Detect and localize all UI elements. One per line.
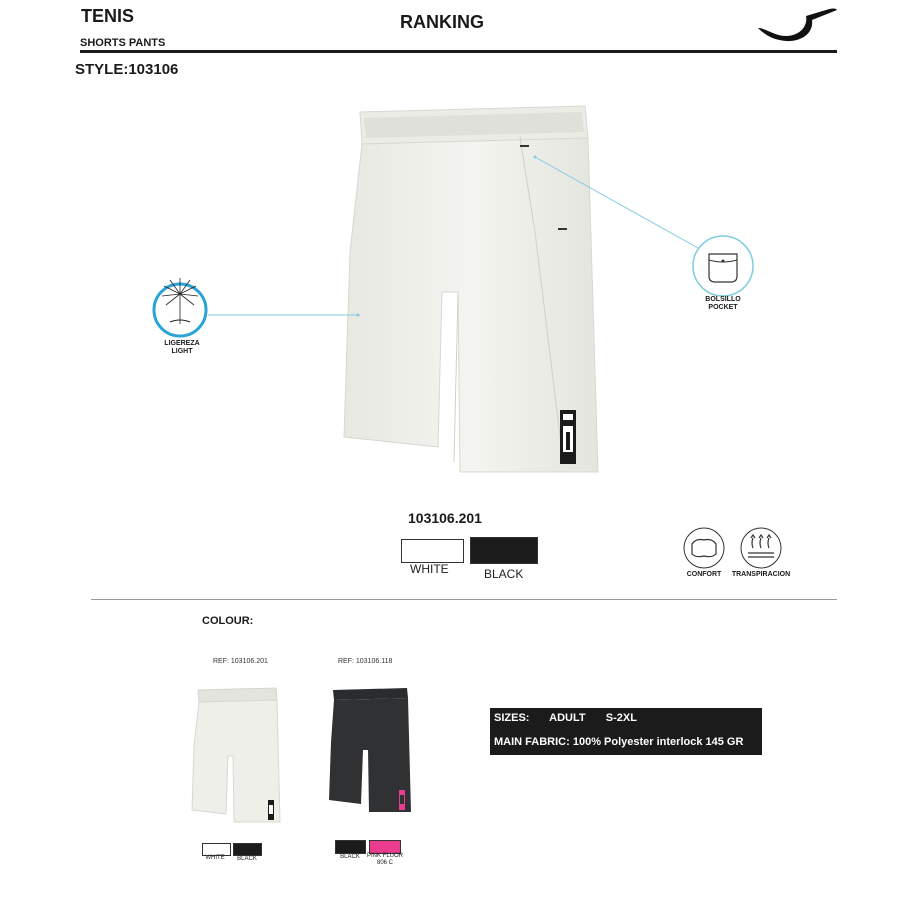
collection-name: RANKING <box>400 12 484 32</box>
product-subtitle: SHORTS PANTS <box>80 37 166 49</box>
joma-logo-icon <box>756 6 838 42</box>
small-swatch-black-2 <box>335 840 366 854</box>
light-feature-label <box>150 340 214 356</box>
small-swatch-white-label: WHITE <box>205 855 225 861</box>
black-shorts-thumbnail <box>327 686 413 816</box>
page-title: TENIS <box>81 6 135 26</box>
sizes-row <box>494 712 637 724</box>
swatch-white <box>401 539 464 563</box>
fabric-label: MAIN FABRIC: <box>494 736 570 748</box>
variant-code: 103106.201 <box>408 510 482 526</box>
cushion-icon <box>682 526 726 570</box>
fabric-row <box>494 736 743 748</box>
variant-ref-white: REF: 103106.201 <box>213 658 268 665</box>
pocket-icon <box>691 234 755 298</box>
sizes-group: ADULT <box>549 712 586 724</box>
confort-label: CONFORT <box>686 571 722 578</box>
colour-heading: COLOUR: <box>202 615 254 627</box>
transpiracion-label: TRANSPIRACION <box>731 571 791 578</box>
pocket-feature-label <box>690 296 756 312</box>
fabric-value: 100% Polyester interlock 145 GR <box>572 736 744 748</box>
spec-box <box>490 708 762 755</box>
small-swatch-black-2-label: BLACK <box>340 854 360 860</box>
pink-pantone: 806 C <box>376 860 393 866</box>
light-label-en: LIGHT <box>171 348 193 355</box>
header-rule <box>80 50 837 53</box>
variant-ref-black: REF: 103106.118 <box>338 658 393 665</box>
pocket-label-en: POCKET <box>708 304 738 311</box>
small-swatch-black <box>233 843 262 856</box>
hero-shorts-image <box>330 92 610 478</box>
swatch-black <box>470 537 538 564</box>
pocket-label-es: BOLSILLO <box>705 296 741 303</box>
swatch-white-label: WHITE <box>410 562 449 576</box>
light-label-es: LIGEREZA <box>164 340 200 347</box>
pink-name: PINK FLUOR <box>366 853 403 859</box>
small-swatch-pink <box>369 840 401 854</box>
small-swatch-pink-label <box>364 853 406 867</box>
sizes-label: SIZES: <box>494 712 530 724</box>
style-number: STYLE:103106 <box>75 61 179 78</box>
dandelion-icon <box>150 272 210 338</box>
white-shorts-thumbnail <box>188 686 282 826</box>
breathable-fabric-icon <box>739 526 783 570</box>
section-divider <box>91 599 837 600</box>
small-swatch-black-label: BLACK <box>237 856 257 862</box>
swatch-black-label: BLACK <box>484 567 524 581</box>
sizes-range: S-2XL <box>605 712 637 724</box>
